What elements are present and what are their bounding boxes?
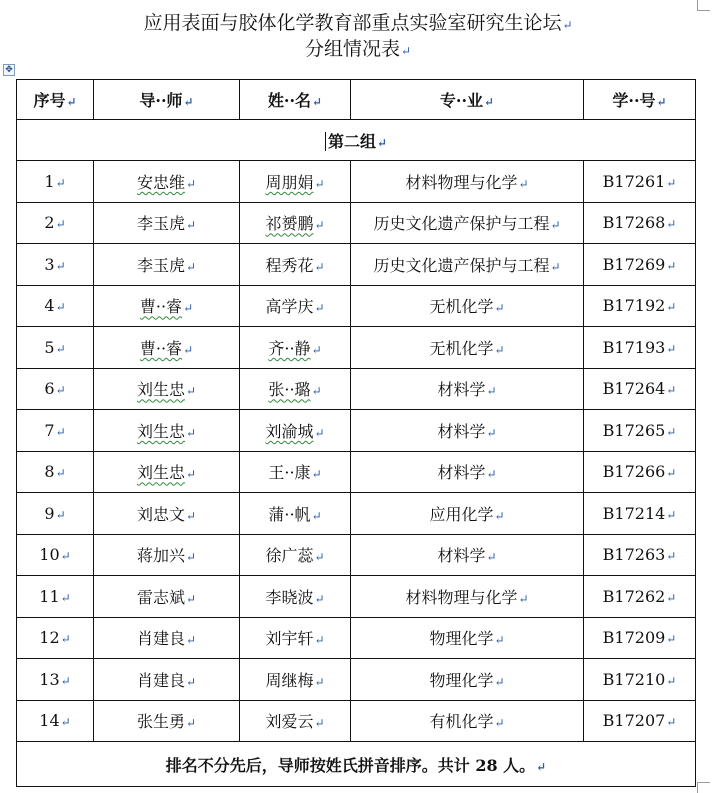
cell-advisor: 蒋加兴↵ [94, 534, 240, 576]
cell-advisor: 雷志斌↵ [94, 576, 240, 618]
cell-name: 程秀花↵ [240, 244, 351, 286]
cell-major: 材料学↵ [351, 368, 584, 410]
cell-name: 刘渝城↵ [240, 410, 351, 452]
table-row [17, 202, 696, 244]
cell-name: 齐··静↵ [240, 327, 351, 369]
margin-corner-top-right [697, 0, 710, 11]
cell-major: 材料学↵ [351, 410, 584, 452]
table-row [17, 244, 696, 286]
cell-student-id: B17263↵ [584, 534, 696, 576]
cell-index: 9↵ [17, 493, 94, 535]
document-subtitle: 分组情况表↵ [304, 38, 412, 60]
cell-advisor: 刘生忠↵ [94, 368, 240, 410]
cell-index: 7↵ [17, 410, 94, 452]
cell-student-id: B17269↵ [584, 244, 696, 286]
header-index: 序号↵ [17, 80, 94, 120]
table-row [17, 368, 696, 410]
document-title: 应用表面与胶体化学教育部重点实验室研究生论坛↵ [143, 12, 573, 34]
header-name: 姓··名↵ [240, 80, 351, 120]
group-table [16, 79, 696, 787]
cell-major: 历史文化遗产保护与工程↵ [351, 244, 584, 286]
cell-student-id: B17264↵ [584, 368, 696, 410]
cell-index: 1↵ [17, 161, 94, 203]
cell-advisor: 刘生忠↵ [94, 451, 240, 493]
cell-name: 祁赟鹏↵ [240, 202, 351, 244]
cell-student-id: B17214↵ [584, 493, 696, 535]
cell-advisor: 张生勇↵ [94, 700, 240, 742]
cell-name: 王··康↵ [240, 451, 351, 493]
cell-name: 徐广蕊↵ [240, 534, 351, 576]
cell-index: 8↵ [17, 451, 94, 493]
cell-advisor: 肖建良↵ [94, 617, 240, 659]
cell-student-id: B17210↵ [584, 659, 696, 701]
cell-index: 5↵ [17, 327, 94, 369]
group-row [17, 120, 696, 161]
cell-name: 刘宇轩↵ [240, 617, 351, 659]
table-row [17, 161, 696, 203]
cell-name: 李晓波↵ [240, 576, 351, 618]
footer-note: 排名不分先后，导师按姓氏拼音排序。共计 28 人。↵ [17, 742, 696, 787]
header-row [17, 80, 696, 120]
cell-student-id: B17192↵ [584, 285, 696, 327]
paragraph-mark-icon: ↵ [400, 44, 412, 58]
table-row [17, 534, 696, 576]
table-row [17, 285, 696, 327]
cell-major: 应用化学↵ [351, 493, 584, 535]
cell-major: 物理化学↵ [351, 659, 584, 701]
cell-advisor: 曹··睿↵ [94, 327, 240, 369]
table-row [17, 327, 696, 369]
cell-student-id: B17268↵ [584, 202, 696, 244]
cell-student-id: B17262↵ [584, 576, 696, 618]
cell-advisor: 李玉虎↵ [94, 202, 240, 244]
cell-major: 材料学↵ [351, 534, 584, 576]
cell-major: 无机化学↵ [351, 285, 584, 327]
cell-major: 材料学↵ [351, 451, 584, 493]
table-row [17, 576, 696, 618]
cell-student-id: B17266↵ [584, 451, 696, 493]
table-row [17, 493, 696, 535]
cell-advisor: 李玉虎↵ [94, 244, 240, 286]
cell-name: 周朋娟↵ [240, 161, 351, 203]
cell-name: 周继梅↵ [240, 659, 351, 701]
table-row [17, 451, 696, 493]
group-label[interactable]: 第二组↵ [17, 120, 696, 161]
cell-student-id: B17193↵ [584, 327, 696, 369]
cell-index: 12↵ [17, 617, 94, 659]
header-advisor: 导··师↵ [94, 80, 240, 120]
cell-student-id: B17261↵ [584, 161, 696, 203]
cell-student-id: B17209↵ [584, 617, 696, 659]
cell-index: 4↵ [17, 285, 94, 327]
cell-advisor: 肖建良↵ [94, 659, 240, 701]
table-row [17, 410, 696, 452]
table-row [17, 617, 696, 659]
cell-student-id: B17207↵ [584, 700, 696, 742]
cell-index: 11↵ [17, 576, 94, 618]
footer-row [17, 742, 696, 787]
table-row [17, 700, 696, 742]
margin-corner-bottom-right [697, 782, 710, 793]
cell-major: 历史文化遗产保护与工程↵ [351, 202, 584, 244]
header-student-id: 学··号↵ [584, 80, 696, 120]
cell-index: 10↵ [17, 534, 94, 576]
cell-index: 14↵ [17, 700, 94, 742]
cell-index: 3↵ [17, 244, 94, 286]
cell-major: 材料物理与化学↵ [351, 161, 584, 203]
cell-advisor: 曹··睿↵ [94, 285, 240, 327]
cell-name: 刘爱云↵ [240, 700, 351, 742]
cell-student-id: B17265↵ [584, 410, 696, 452]
cell-major: 物理化学↵ [351, 617, 584, 659]
cell-advisor: 刘忠文↵ [94, 493, 240, 535]
header-major: 专··业↵ [351, 80, 584, 120]
cell-advisor: 刘生忠↵ [94, 410, 240, 452]
cell-name: 蒲··帆↵ [240, 493, 351, 535]
cell-index: 2↵ [17, 202, 94, 244]
cell-index: 13↵ [17, 659, 94, 701]
cell-index: 6↵ [17, 368, 94, 410]
cell-name: 高学庆↵ [240, 285, 351, 327]
cell-major: 材料物理与化学↵ [351, 576, 584, 618]
cell-major: 有机化学↵ [351, 700, 584, 742]
table-row [17, 659, 696, 701]
cell-advisor: 安忠维↵ [94, 161, 240, 203]
cell-major: 无机化学↵ [351, 327, 584, 369]
paragraph-mark-icon: ↵ [562, 18, 573, 32]
table-move-handle-icon[interactable]: ✥ [3, 64, 15, 76]
cell-name: 张··璐↵ [240, 368, 351, 410]
